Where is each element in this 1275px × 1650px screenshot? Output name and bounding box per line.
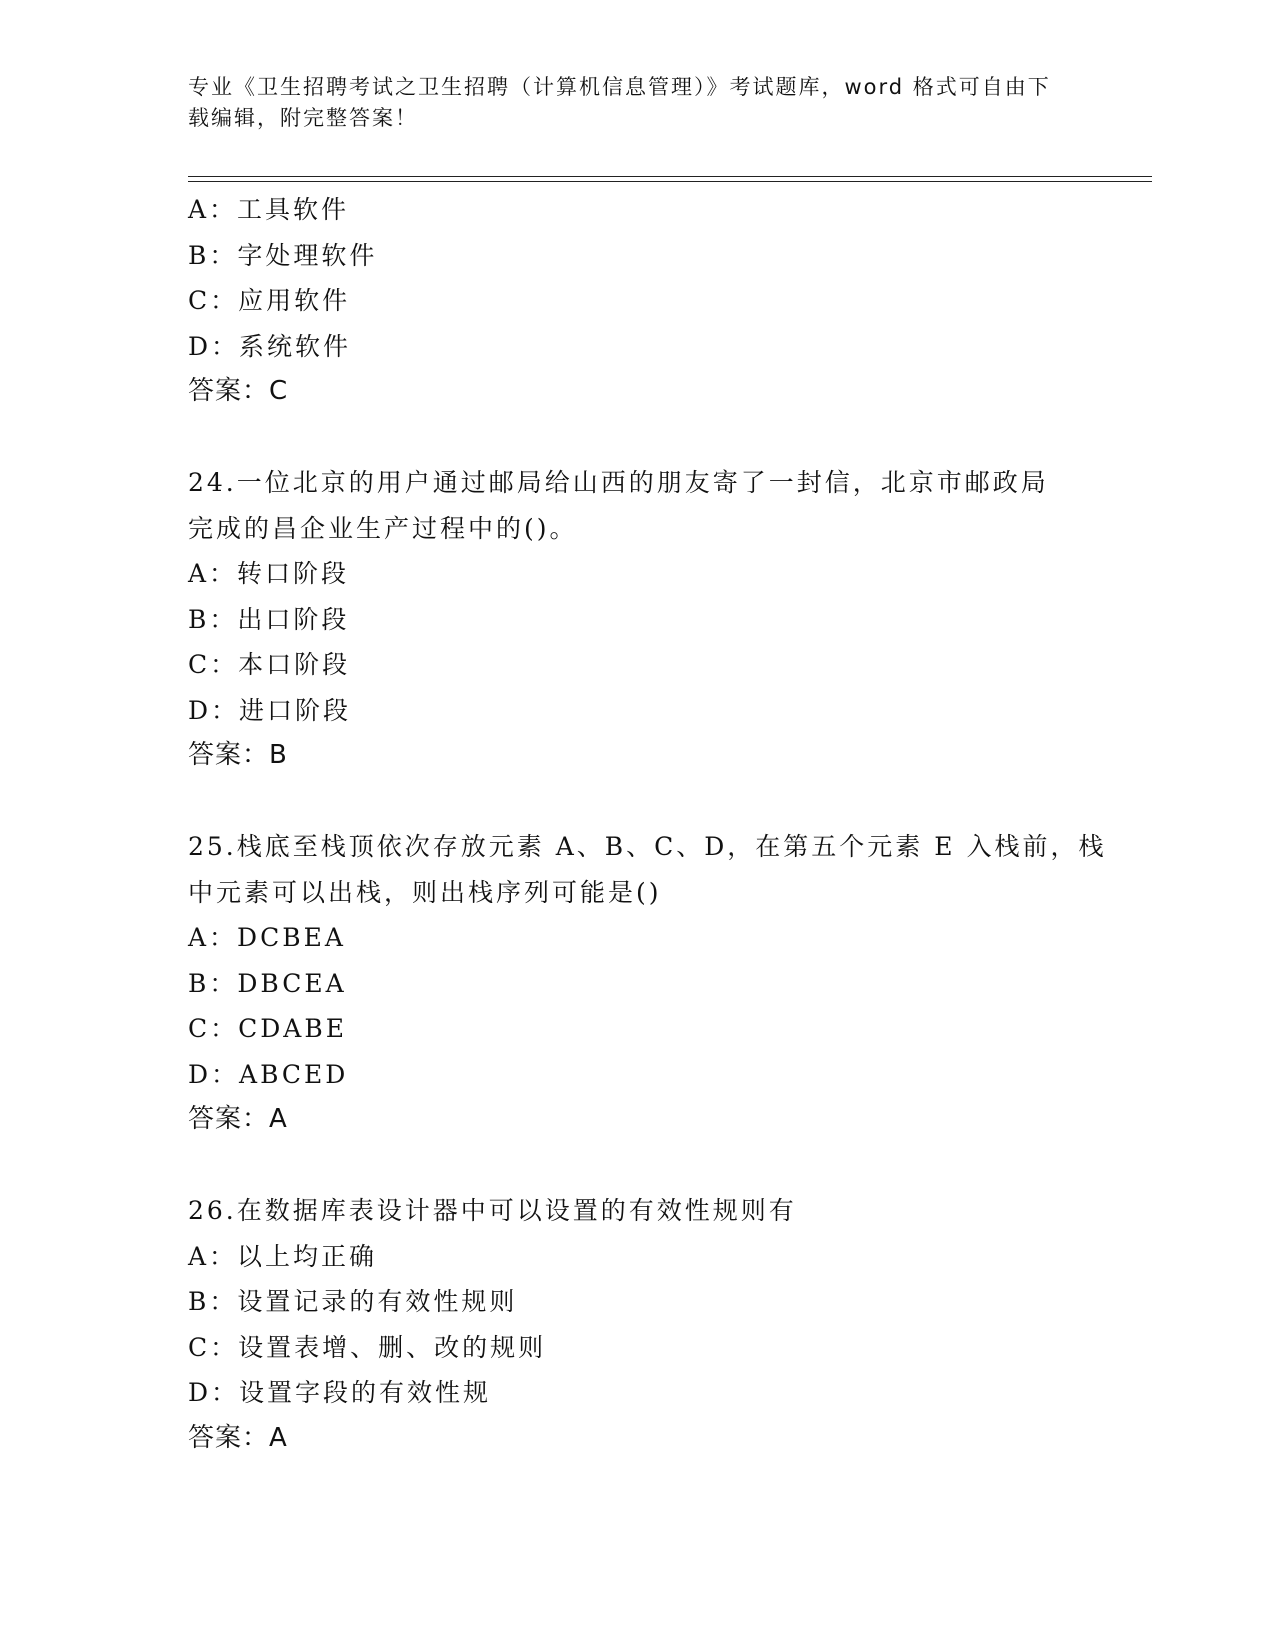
question-block [188, 460, 1088, 779]
option-a: A：以上均正确 [188, 1241, 378, 1271]
question-block [188, 1188, 1088, 1461]
question-list [188, 187, 1107, 1461]
spacer [188, 415, 1088, 461]
question-stem: 26.在数据库表设计器中可以设置的有效性规则有 [188, 1196, 797, 1225]
answer-line: 答案：B [188, 740, 288, 770]
option-d: D：进口阶段 [188, 695, 352, 725]
question-stem: 24.一位北京的用户通过邮局给山西的朋友寄了一封信，北京市邮政局 [188, 468, 1049, 497]
question-block [188, 187, 1088, 415]
option-a: A：转口阶段 [188, 559, 350, 588]
option-b: B：出口阶段 [188, 604, 350, 634]
header-rule-bottom [188, 181, 1152, 182]
document-header: 专业《卫生招聘考试之卫生招聘（计算机信息管理）》考试题库，word 格式可自由下载编辑，附完整答案！ [188, 75, 1051, 130]
option-c: C：本口阶段 [188, 650, 351, 679]
option-c: C：应用软件 [188, 286, 351, 315]
question-block [188, 824, 1107, 1143]
spacer [188, 1143, 1088, 1189]
header-rule-top [188, 176, 1152, 177]
option-c: C：CDABE [188, 1014, 347, 1043]
answer-line: 答案：A [188, 1104, 288, 1134]
option-b: B：设置记录的有效性规则 [188, 1287, 518, 1316]
question-stem: 25.栈底至栈顶依次存放元素 A、B、C、D，在第五个元素 E 入栈前，栈 [188, 832, 1107, 861]
option-a: A：DCBEA [188, 923, 346, 952]
option-c: C：设置表增、删、改的规则 [188, 1332, 547, 1362]
option-d: D：ABCED [188, 1059, 349, 1089]
option-b: B：DBCEA [188, 968, 347, 998]
option-d: D：系统软件 [188, 331, 352, 361]
answer-line: 答案：C [188, 376, 289, 406]
answer-line: 答案：A [188, 1422, 288, 1453]
option-a: A：工具软件 [188, 195, 350, 224]
option-d: D：设置字段的有效性规 [188, 1378, 492, 1407]
question-stem: 中元素可以出栈，则出栈序列可能是() [188, 877, 662, 907]
option-b: B：字处理软件 [188, 240, 378, 270]
spacer [188, 779, 1088, 825]
question-stem: 完成的昌企业生产过程中的()。 [188, 513, 578, 543]
